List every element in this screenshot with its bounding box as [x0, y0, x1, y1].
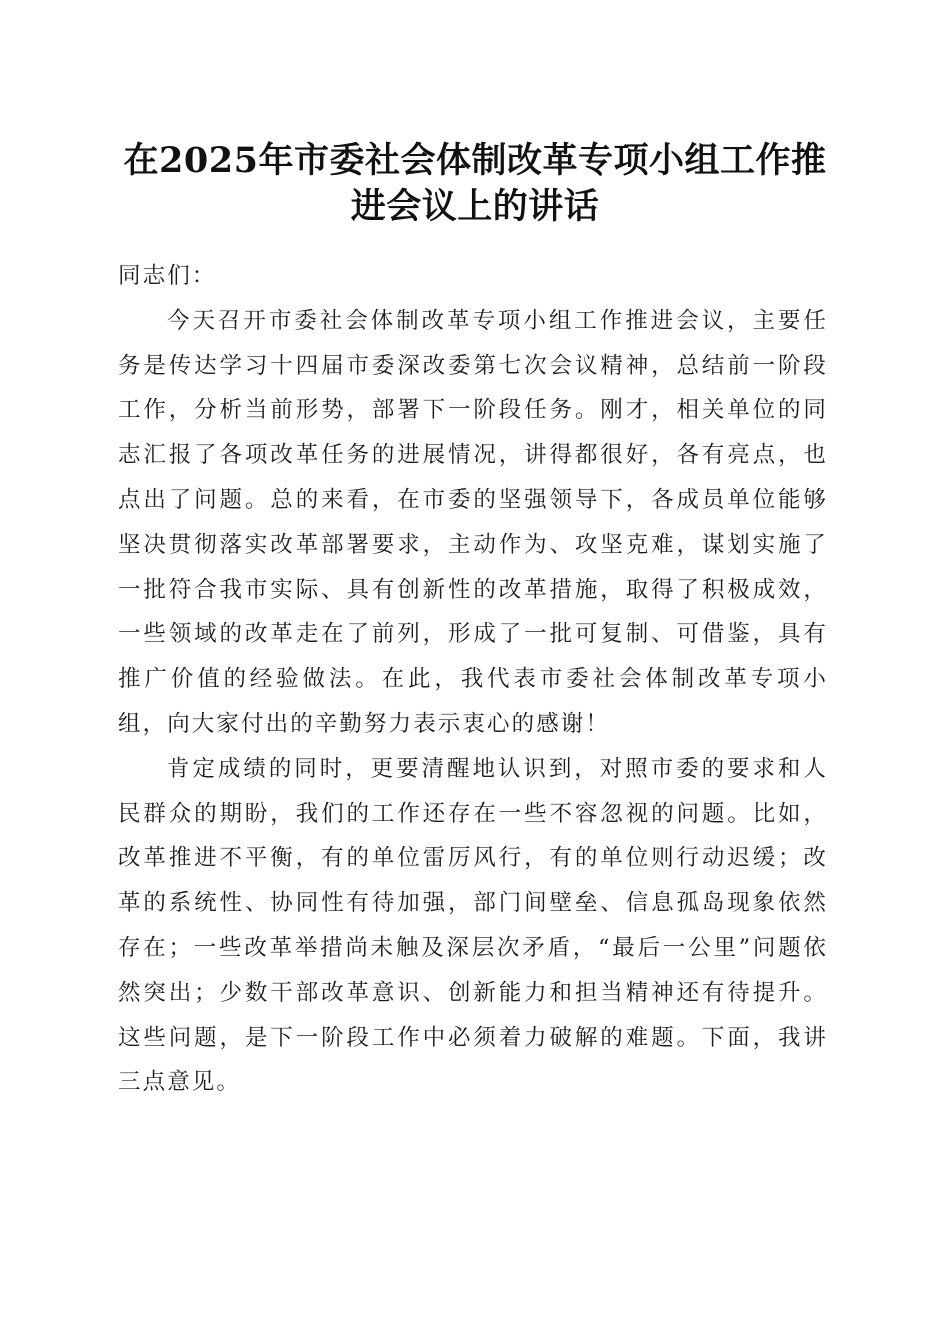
salutation: 同志们：: [118, 263, 217, 289]
paragraph-1: 今天召开市委社会体制改革专项小组工作推进会议，主要任务是传达学习十四届市委深改委第七次会议精神，总结前一阶段工作，分析当前形势，部署下一阶段任务。刚才，相关单位的同志汇报了各项改革任务的进展情况，讲得都很好，各有亮点，也点出了问题。总的来看，在市委的坚强领导下，各成员单位能够坚决贯彻落实改革部署要求，主动作为、攻坚克难，谋划实施了一批符合我市实际、具有创新性的改革措施，取得了积极成效，一些领域的改革走在了前列，形成了一批可复制、可借鉴，具有推广价值的经验做法。在此，我代表市委社会体制改革专项小组，向大家付出的辛勤努力表示衷心的感谢！: [118, 307, 828, 737]
document-title: [110, 138, 840, 230]
title-line-1: 在2025年市委社会体制改革专项小组工作推: [123, 140, 827, 181]
document-body: [118, 254, 828, 1105]
paragraph-2: 肯定成绩的同时，更要清醒地认识到，对照市委的要求和人民群众的期盼，我们的工作还存在一些不容忽视的问题。比如，改革推进不平衡，有的单位雷厉风行，有的单位则行动迟缓；改革的系统性、协同性有待加强，部门间壁垒、信息孤岛现象依然存在；一些改革举措尚未触及深层次矛盾，“最后一公里”问题依然突出；少数干部改革意识、创新能力和担当精神还有待提升。这些问题，是下一阶段工作中必须着力破解的难题。下面，我讲三点意见。: [118, 755, 828, 1096]
title-line-2: 进会议上的讲话: [350, 186, 600, 227]
